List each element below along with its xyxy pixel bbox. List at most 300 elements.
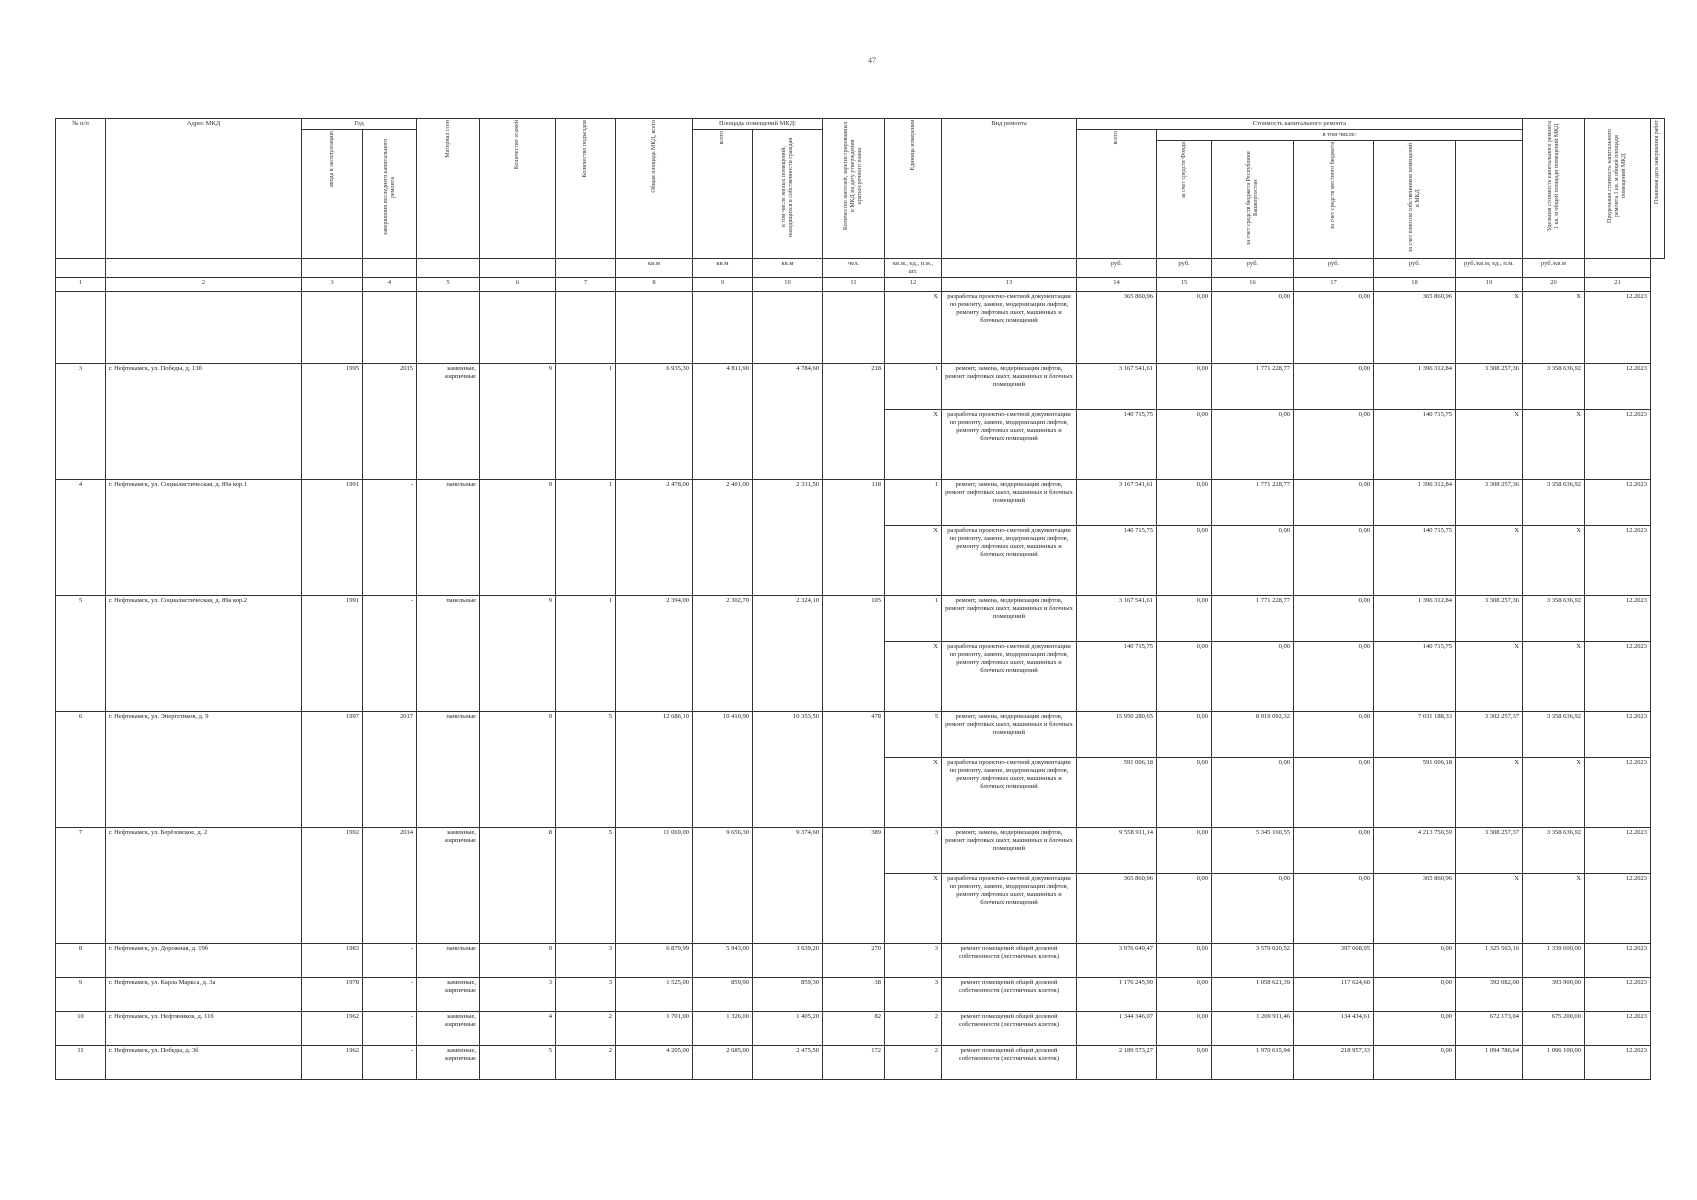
col-number: 14 [1077,278,1157,292]
unit-cost-cell: 3 308 257,37 [1456,828,1523,874]
cost-republic-cell: 5 345 160,55 [1212,828,1294,874]
unit-cell: X [885,642,942,712]
premises-residential-cell: 4 784,60 [753,364,823,480]
table-row [56,1012,1665,1046]
premises-residential-cell: 9 374,60 [753,828,823,944]
cost-local-cell: 0,00 [1294,410,1374,480]
col-number: 20 [1523,278,1585,292]
max-cost-cell: X [1523,874,1585,944]
header-cost-local: за счет средств местного бюджета [1330,142,1336,230]
header-cost-owners: за счет взносов собственников помещений в МКД [1407,143,1421,253]
max-cost-cell: 3 358 636,92 [1523,364,1585,410]
row-number-cell: 9 [56,978,106,1012]
residents-cell: 478 [823,712,885,828]
cost-owners-cell: 0,00 [1374,1046,1456,1080]
table-row [56,596,1665,642]
year-built-cell: 1997 [302,712,363,828]
address-cell: г. Нефтекамск, ул. Карла Маркса, д. 3а [106,978,302,1012]
floors-cell: 5 [480,1046,556,1080]
total-area-cell: 6 879,99 [616,944,693,978]
cost-republic-cell: 0,00 [1212,526,1294,596]
address-cell: г. Нефтекамск, ул. Берёзовское, д. 2 [106,828,302,944]
unit-cell: 3 [885,944,942,978]
unit-cell: 1 [885,596,942,642]
cost-owners-cell: 0,00 [1374,978,1456,1012]
table-row [56,292,1665,364]
premises-residential-cell: 859,30 [753,978,823,1012]
unit-cell: 5 [885,712,942,758]
floors-cell: 9 [480,596,556,712]
cost-fund-cell: 0,00 [1157,642,1212,712]
cost-fund-cell: 0,00 [1157,712,1212,758]
residents-cell: 172 [823,1046,885,1080]
cost-local-cell: 0,00 [1294,292,1374,364]
year-built-cell: 1995 [302,364,363,480]
col-number: 21 [1585,278,1651,292]
unit-rub: руб. [1294,259,1374,278]
unit-rub: руб. [1374,259,1456,278]
max-cost-cell: 3 358 636,92 [1523,828,1585,874]
unit-cell: 3 [885,828,942,874]
cost-republic-cell: 0,00 [1212,292,1294,364]
year-built-cell: 1983 [302,944,363,978]
col-number: 8 [616,278,693,292]
header-cost-republic: за счет средств бюджета Республики Башкортостан [1245,151,1259,245]
total-area-cell: 1 525,00 [616,978,693,1012]
floors-cell: 9 [480,480,556,596]
plan-date-cell: 12.2023 [1585,292,1651,364]
year-repair-cell: - [363,1012,417,1046]
premises-residential-cell: 2 475,50 [753,1046,823,1080]
table-row [56,480,1665,526]
table-row [56,1046,1665,1080]
premises-total-cell: 859,90 [693,978,753,1012]
plan-date-cell: 12.2023 [1585,526,1651,596]
cost-fund-cell: 0,00 [1157,526,1212,596]
entrances-cell: 2 [556,1046,616,1080]
row-number-cell: 4 [56,480,106,596]
cost-owners-cell: 140 715,75 [1374,642,1456,712]
floors-cell: 9 [480,364,556,480]
work-type-cell: ремонт, замена, модернизация лифтов, ремонт лифтовых шахт, машинных и блочных помещений [942,480,1077,526]
unit-rub: руб. [1077,259,1157,278]
page-number: 47 [868,56,876,65]
cost-local-cell: 0,00 [1294,828,1374,874]
cost-republic-cell: 3 579 020,52 [1212,944,1294,978]
cost-republic-cell: 1 771 228,77 [1212,596,1294,642]
unit-rub-sqm: руб./кв.м [1523,259,1585,278]
unit-cell: 2 [885,1012,942,1046]
header-year-group: Год [302,119,417,130]
plan-date-cell: 12.2023 [1585,364,1651,410]
header-entrances: Количество подъездов [582,120,588,178]
unit-cell: X [885,410,942,480]
premises-total-cell: 10 410,90 [693,712,753,828]
cost-owners-cell: 365 860,96 [1374,292,1456,364]
total-area-cell: 4 205,00 [616,1046,693,1080]
cost-republic-cell: 0,00 [1212,758,1294,828]
max-cost-cell: X [1523,410,1585,480]
unit-cell: X [885,758,942,828]
header-cost-total: всего [1113,131,1119,145]
cost-republic-cell: 1 058 621,39 [1212,978,1294,1012]
residents-cell: 38 [823,978,885,1012]
col-number: 3 [302,278,363,292]
cost-republic-cell: 8 919 092,32 [1212,712,1294,758]
unit-cost-cell: 392 082,00 [1456,978,1523,1012]
cost-fund-cell: 0,00 [1157,1046,1212,1080]
max-cost-cell: 3 358 636,92 [1523,712,1585,758]
header-cost-group: Стоимость капитального ремонта [1077,119,1523,130]
cost-republic-cell: 0,00 [1212,874,1294,944]
plan-date-cell: 12.2023 [1585,480,1651,526]
cost-republic-cell: 1 771 228,77 [1212,480,1294,526]
unit-cost-cell: 3 308 257,36 [1456,480,1523,526]
work-type-cell: разработка проектно-сметной документации по ремонту, замене, модернизации лифтов, ремонту лифтовых шахт, машинных и блочных помещений [942,292,1077,364]
unit-cell: 3 [885,978,942,1012]
cost-owners-cell: 1 396 312,84 [1374,480,1456,526]
work-type-cell: разработка проектно-сметной документации по ремонту, замене, модернизации лифтов, ремонту лифтовых шахт, машинных и блочных помещений [942,410,1077,480]
work-type-cell: разработка проектно-сметной документации по ремонту, замене, модернизации лифтов, ремонту лифтовых шахт, машинных и блочных помещений [942,642,1077,712]
header-work-type: Вид ремонта [942,119,1077,259]
header-premises-residential: в том числе жилых помещений, находящихся в собственности граждан [780,137,794,237]
cost-owners-cell: 591 006,18 [1374,758,1456,828]
header-total-area: Общая площадь МКД, всего [650,120,657,193]
unit-cost-cell: X [1456,526,1523,596]
col-number: 19 [1456,278,1523,292]
cost-fund-cell: 0,00 [1157,480,1212,526]
plan-date-cell: 12.2023 [1585,410,1651,480]
total-area-cell: 2 478,00 [616,480,693,596]
header-wall-material: Материал стен [444,120,451,158]
cost-republic-cell: 1 970 615,94 [1212,1046,1294,1080]
total-area-cell: 1 701,00 [616,1012,693,1046]
cost-total-cell: 140 715,75 [1077,410,1157,480]
entrances-cell: 5 [556,712,616,828]
wall-material-cell: каменные, кирпичные [417,828,480,944]
wall-material-cell: панельные [417,944,480,978]
cost-owners-cell: 0,00 [1374,944,1456,978]
unit-cell: 2 [885,1046,942,1080]
cost-fund-cell: 0,00 [1157,364,1212,410]
max-cost-cell: 675 200,00 [1523,1012,1585,1046]
year-repair-cell: 2014 [363,828,417,944]
cost-local-cell: 218 957,33 [1294,1046,1374,1080]
premises-residential-cell: 10 353,50 [753,712,823,828]
col-number: 6 [480,278,556,292]
entrances-cell: 5 [556,828,616,944]
cost-fund-cell: 0,00 [1157,874,1212,944]
floors-cell: 4 [480,1012,556,1046]
work-type-cell: ремонт помещений общей долевой собственности (лестничных клеток) [942,978,1077,1012]
year-repair-cell: - [363,978,417,1012]
year-built-cell: 1991 [302,596,363,712]
cost-total-cell: 15 950 280,65 [1077,712,1157,758]
address-cell: г. Нефтекамск, ул. Победы, д. 3б [106,1046,302,1080]
cost-owners-cell: 4 213 750,59 [1374,828,1456,874]
premises-total-cell: 5 943,00 [693,944,753,978]
unit-cost-cell: X [1456,410,1523,480]
cost-local-cell: 397 668,95 [1294,944,1374,978]
address-cell: г. Нефтекамск, ул. Нефтяников, д. 11б [106,1012,302,1046]
col-number: 9 [693,278,753,292]
unit-cost-cell: 3 308 257,36 [1456,596,1523,642]
row-number-cell: 10 [56,1012,106,1046]
year-repair-cell: 2017 [363,712,417,828]
col-number: 2 [106,278,302,292]
plan-date-cell: 12.2023 [1585,596,1651,642]
plan-date-cell: 12.2023 [1585,1046,1651,1080]
table-row [56,712,1665,758]
unit-cost-cell: X [1456,642,1523,712]
year-repair-cell: - [363,944,417,978]
entrances-cell: 2 [556,1012,616,1046]
premises-residential-cell: 3 639,20 [753,944,823,978]
cost-local-cell: 0,00 [1294,758,1374,828]
entrances-cell: 1 [556,596,616,712]
floors-cell: 9 [480,712,556,828]
cost-total-cell: 9 558 911,14 [1077,828,1157,874]
header-plan-date: Плановая дата завершения работ [1654,120,1660,205]
max-cost-cell: X [1523,642,1585,712]
premises-total-cell: 2 302,70 [693,596,753,712]
col-number: 16 [1212,278,1294,292]
unit-cost-cell: X [1456,758,1523,828]
work-type-cell: разработка проектно-сметной документации по ремонту, замене, модернизации лифтов, ремонту лифтовых шахт, машинных и блочных помещений [942,874,1077,944]
total-area-cell: 12 686,10 [616,712,693,828]
year-repair-cell: - [363,1046,417,1080]
header-year-repair: завершения последнего капитального ремонта [382,138,396,236]
table-row [56,978,1665,1012]
col-number: 18 [1374,278,1456,292]
entrances-cell: 1 [556,364,616,480]
premises-total-cell: 9 656,30 [693,828,753,944]
wall-material-cell: каменные, кирпичные [417,1012,480,1046]
header-residents: Количество жителей, зарегистрированных в МКД на дату утверждения краткосрочного плана [843,121,863,231]
year-built-cell: 1962 [302,1012,363,1046]
wall-material-cell: панельные [417,480,480,596]
entrances-cell: 1 [556,480,616,596]
unit-cell: X [885,874,942,944]
residents-cell: 270 [823,944,885,978]
header-premises-group: Площадь помещений МКД: [693,119,823,130]
cost-owners-cell: 7 031 188,33 [1374,712,1456,758]
col-number: 17 [1294,278,1374,292]
cost-fund-cell: 0,00 [1157,292,1212,364]
work-type-cell: разработка проектно-сметной документации по ремонту, замене, модернизации лифтов, ремонту лифтовых шахт, машинных и блочных помещений [942,526,1077,596]
work-type-cell: ремонт, замена, модернизация лифтов, ремонт лифтовых шахт, машинных и блочных помещений [942,828,1077,874]
unit-sqm: кв.м [616,259,693,278]
work-type-cell: ремонт помещений общей долевой собственности (лестничных клеток) [942,944,1077,978]
wall-material-cell: каменные, кирпичные [417,364,480,480]
cost-fund-cell: 0,00 [1157,758,1212,828]
wall-material-cell: панельные [417,712,480,828]
cost-total-cell: 365 860,96 [1077,292,1157,364]
cost-republic-cell: 1 209 911,46 [1212,1012,1294,1046]
cost-total-cell: 140 715,75 [1077,526,1157,596]
residents-cell: 105 [823,596,885,712]
unit-sqm: кв.м [753,259,823,278]
col-number: 7 [556,278,616,292]
cost-total-cell: 2 189 573,27 [1077,1046,1157,1080]
row-number-cell: 6 [56,712,106,828]
max-cost-cell: 1 096 100,00 [1523,1046,1585,1080]
residents-cell: 389 [823,828,885,944]
header-no: № п/п [56,119,106,259]
cost-total-cell: 1 176 245,99 [1077,978,1157,1012]
wall-material-cell: панельные [417,596,480,712]
cost-total-cell: 591 006,18 [1077,758,1157,828]
header-premises-total: всего [719,131,725,145]
row-number-cell: 3 [56,364,106,480]
total-area-cell: 11 069,00 [616,828,693,944]
col-number: 15 [1157,278,1212,292]
unit-cost-cell: 672 173,04 [1456,1012,1523,1046]
cost-owners-cell: 140 715,75 [1374,410,1456,480]
cost-local-cell: 0,00 [1294,364,1374,410]
premises-residential-cell: 1 405,20 [753,1012,823,1046]
wall-material-cell: каменные, кирпичные [417,978,480,1012]
col-number: 12 [885,278,942,292]
address-cell: г. Нефтекамск, ул. Социалистическая, д. 89а кор.1 [106,480,302,596]
capital-repair-table [55,118,1665,1080]
plan-date-cell: 12.2023 [1585,712,1651,758]
row-number-cell: 8 [56,944,106,978]
unit-cell: 1 [885,364,942,410]
max-cost-cell: 393 900,00 [1523,978,1585,1012]
work-type-cell: ремонт, замена, модернизация лифтов, ремонт лифтовых шахт, машинных и блочных помещений [942,712,1077,758]
cost-fund-cell: 0,00 [1157,978,1212,1012]
header-address: Адрес МКД [106,119,302,259]
cost-local-cell: 0,00 [1294,480,1374,526]
cost-owners-cell: 1 396 312,84 [1374,364,1456,410]
cost-total-cell: 1 344 346,07 [1077,1012,1157,1046]
floors-cell: 9 [480,944,556,978]
row-number-cell: 7 [56,828,106,944]
header-cost-incl: в том числе: [1157,130,1523,141]
cost-total-cell: 3 167 541,61 [1077,596,1157,642]
unit-cost-cell: X [1456,874,1523,944]
header-unit: Единица измерения [909,120,916,171]
max-cost-cell: X [1523,292,1585,364]
premises-total-cell: 1 326,00 [693,1012,753,1046]
floors-cell: 8 [480,828,556,944]
unit-cost-cell: 1 094 786,64 [1456,1046,1523,1080]
entrances-cell: 3 [556,944,616,978]
col-number: 4 [363,278,417,292]
col-number: 10 [753,278,823,292]
year-built-cell: 1992 [302,828,363,944]
wall-material-cell: каменные, кирпичные [417,1046,480,1080]
col-number: 11 [823,278,885,292]
residents-cell: 218 [823,364,885,480]
residents-cell: 82 [823,1012,885,1046]
unit-sqm: кв.м [693,259,753,278]
cost-republic-cell: 0,00 [1212,642,1294,712]
entrances-cell: 3 [556,978,616,1012]
unit-rub-sqm: руб./кв.м, ед., п.м. [1456,259,1523,278]
table-row [56,364,1665,410]
unit-rub: руб. [1157,259,1212,278]
cost-local-cell: 0,00 [1294,642,1374,712]
cost-fund-cell: 0,00 [1157,596,1212,642]
table-row [56,944,1665,978]
year-repair-cell: 2015 [363,364,417,480]
cost-republic-cell: 0,00 [1212,410,1294,480]
year-built-cell: 1978 [302,978,363,1012]
total-area-cell: 2 394,00 [616,596,693,712]
cost-owners-cell: 1 396 312,84 [1374,596,1456,642]
work-type-cell: ремонт помещений общей долевой собственности (лестничных клеток) [942,1046,1077,1080]
col-number: 1 [56,278,106,292]
unit-cost-cell: X [1456,292,1523,364]
unit-cost-cell: 3 302 257,37 [1456,712,1523,758]
work-type-cell: ремонт, замена, модернизация лифтов, ремонт лифтовых шахт, машинных и блочных помещений [942,364,1077,410]
unit-cost-cell: 1 325 563,16 [1456,944,1523,978]
cost-local-cell: 134 434,61 [1294,1012,1374,1046]
max-cost-cell: X [1523,526,1585,596]
cost-fund-cell: 0,00 [1157,410,1212,480]
work-type-cell: разработка проектно-сметной документации по ремонту, замене, модернизации лифтов, ремонту лифтовых шахт, машинных и блочных помещений [942,758,1077,828]
cost-fund-cell: 0,00 [1157,828,1212,874]
max-cost-cell: 3 358 636,92 [1523,480,1585,526]
premises-total-cell: 2 685,00 [693,1046,753,1080]
plan-date-cell: 12.2023 [1585,978,1651,1012]
address-cell: г. Нефтекамск, ул. Социалистическая, д. 89а кор.2 [106,596,302,712]
cost-local-cell: 117 624,60 [1294,978,1374,1012]
cost-fund-cell: 0,00 [1157,944,1212,978]
address-cell: г. Нефтекамск, ул. Дорожная, д. 19б [106,944,302,978]
cost-owners-cell: 0,00 [1374,1012,1456,1046]
plan-date-cell: 12.2023 [1585,874,1651,944]
cost-total-cell: 365 860,96 [1077,874,1157,944]
premises-residential-cell: 2 324,10 [753,596,823,712]
unit-cell: 1 [885,480,942,526]
address-cell: г. Нефтекамск, ул. Победы, д. 13б [106,364,302,480]
floors-cell: 3 [480,978,556,1012]
premises-residential-cell: 2 331,50 [753,480,823,596]
header-unit-cost: Удельная стоимость капитального ремонта 1 кв. м общей площади помещений МКД [1546,121,1560,231]
unit-measure: кв.м., ед., п.м., шт. [885,259,942,278]
max-cost-cell: 1 339 600,00 [1523,944,1585,978]
header-year-built: ввода в эксплуатацию [328,131,335,187]
cost-owners-cell: 140 715,75 [1374,526,1456,596]
work-type-cell: ремонт помещений общей долевой собственности (лестничных клеток) [942,1012,1077,1046]
table-row [56,828,1665,874]
cost-local-cell: 0,00 [1294,596,1374,642]
cost-local-cell: 0,00 [1294,526,1374,596]
unit-cell: X [885,526,942,596]
max-cost-cell: X [1523,758,1585,828]
unit-persons: чел. [823,259,885,278]
plan-date-cell: 12.2023 [1585,944,1651,978]
col-number: 5 [417,278,480,292]
year-built-cell: 1991 [302,480,363,596]
header-floors: Количество этажей [514,120,520,170]
row-number-cell: 5 [56,596,106,712]
cost-local-cell: 0,00 [1294,874,1374,944]
max-cost-cell: 3 358 636,92 [1523,596,1585,642]
premises-total-cell: 2 401,00 [693,480,753,596]
address-cell: г. Нефтекамск, ул. Энергетиков, д. 9 [106,712,302,828]
plan-date-cell: 12.2023 [1585,1012,1651,1046]
cost-owners-cell: 365 860,96 [1374,874,1456,944]
cost-total-cell: 140 715,75 [1077,642,1157,712]
total-area-cell: 6 935,30 [616,364,693,480]
cost-total-cell: 3 167 541,61 [1077,364,1157,410]
cost-local-cell: 0,00 [1294,712,1374,758]
premises-total-cell: 4 811,90 [693,364,753,480]
